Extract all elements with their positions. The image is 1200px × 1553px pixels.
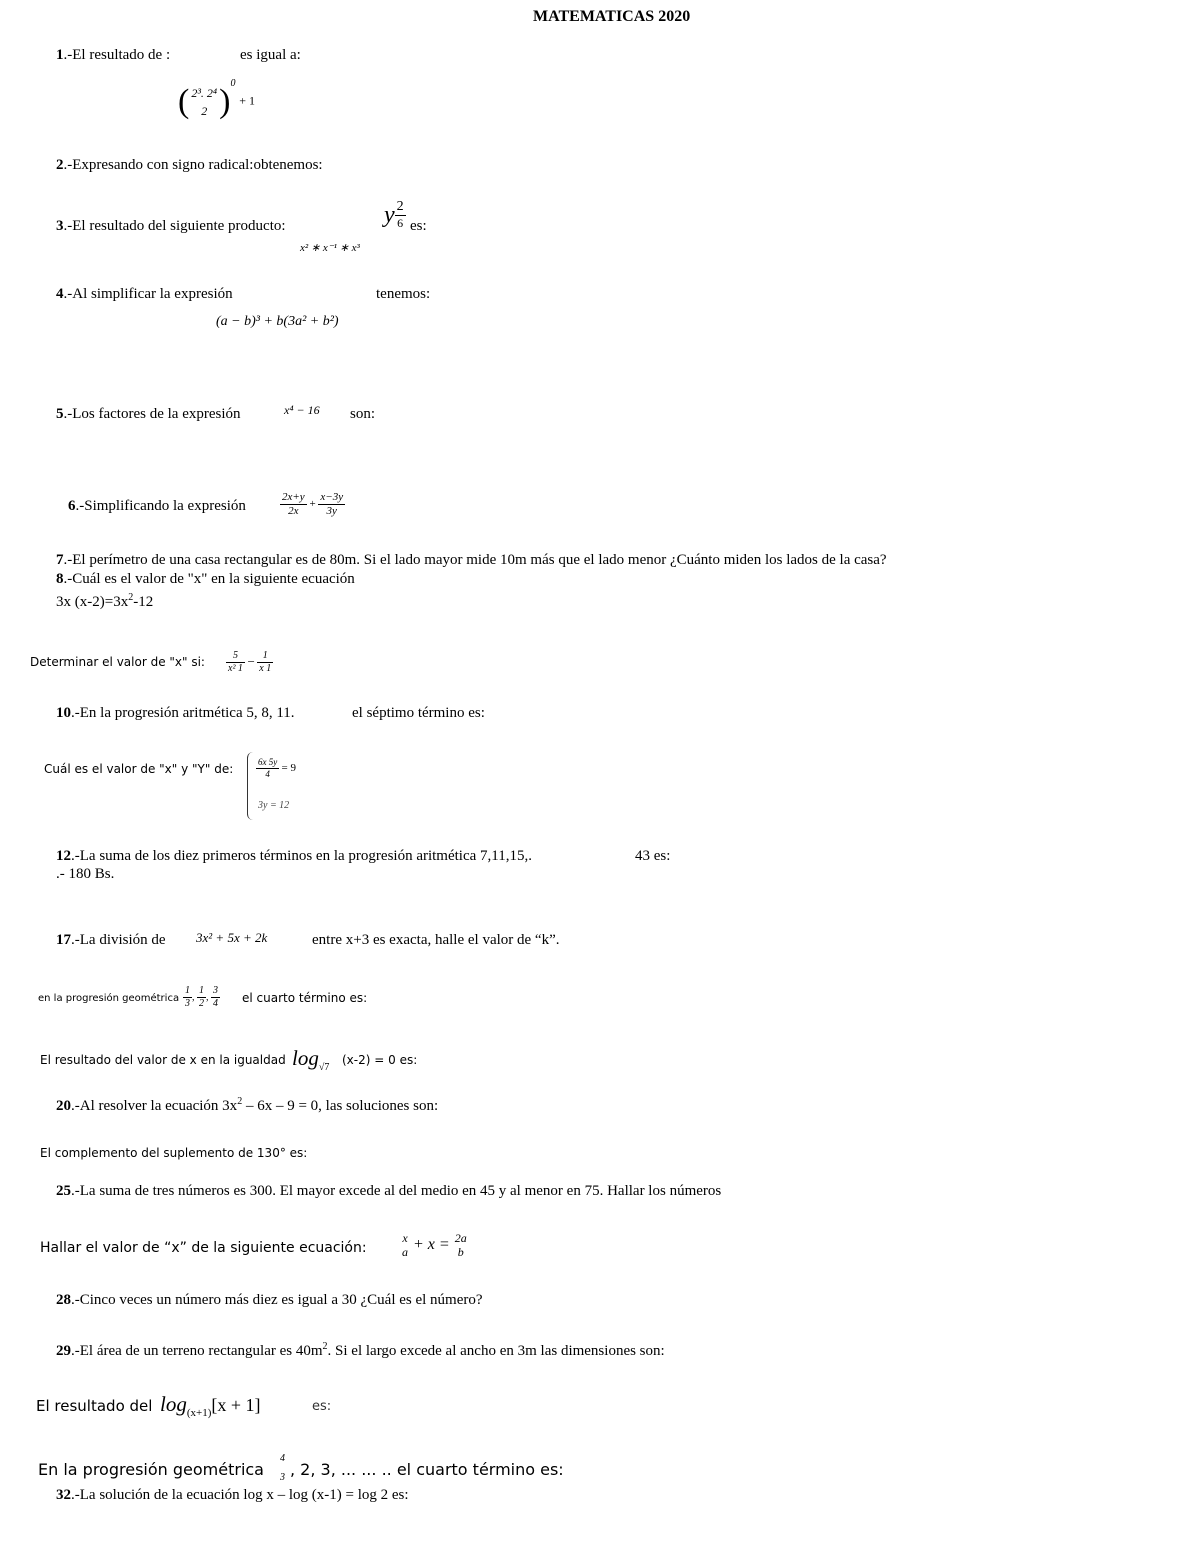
page-title: MATEMATICAS 2020 <box>533 8 691 25</box>
question-text: .-Simplificando la expresión <box>75 498 246 514</box>
question-30-log <box>160 1392 261 1420</box>
frac-1-numerator: 2x+y <box>282 491 305 503</box>
question-8 <box>56 571 355 588</box>
eq1-rhs: = 9 <box>281 762 296 775</box>
frac-1-denominator: x² 1 <box>228 663 243 674</box>
question-number: 29 <box>56 1343 71 1359</box>
question-text: .-Cinco veces un número más diez es igual a 30 ¿Cuál es el número? <box>71 1292 483 1308</box>
expr-tail: + 1 <box>239 93 255 108</box>
question-1 <box>56 47 170 64</box>
question-text-continued: – 6x – 9 = 0, las soluciones son: <box>242 1098 439 1114</box>
question-text: .-El área de un terreno rectangular es 40m <box>71 1343 323 1359</box>
question-17 <box>56 932 166 949</box>
question-26: Hallar el valor de “x” de la siguiente ecuación: <box>40 1240 367 1256</box>
question-text: .-La suma de tres números es 300. El mayor excede al del medio en 45 y al menor en 75. Hallar los números <box>71 1183 722 1199</box>
log-base: √7 <box>318 1062 330 1074</box>
frac-2-denominator: 2 <box>199 998 204 1009</box>
log-symbol: log <box>160 1392 187 1416</box>
frac-2-denominator: b <box>457 1245 464 1259</box>
question-29 <box>56 1341 665 1360</box>
question-19-log <box>292 1046 329 1074</box>
question-30-tail: es: <box>312 1399 332 1414</box>
question-number: 8 <box>56 571 64 587</box>
expr-base: y <box>384 202 395 228</box>
question-number: 3 <box>56 218 64 234</box>
system-equation-2: 3y = 12 <box>258 800 290 811</box>
frac-1-numerator: 1 <box>185 985 190 996</box>
question-number: 10 <box>56 705 71 721</box>
equation-exponent: 2 <box>128 592 134 603</box>
expr-denominator: 2 <box>201 103 208 118</box>
question-number: 6 <box>68 498 76 514</box>
log-argument: [x + 1] <box>211 1395 261 1415</box>
exp-denominator: 6 <box>397 216 404 230</box>
question-5 <box>56 406 241 423</box>
question-18: en la progresión geométrica <box>38 993 180 1004</box>
question-12-tail: 43 es: <box>635 848 671 864</box>
frac-2-numerator: x−3y <box>320 491 344 503</box>
question-19-tail: (x-2) = 0 es: <box>342 1053 418 1067</box>
question-10-tail: el séptimo término es: <box>352 705 485 721</box>
question-7 <box>56 552 887 569</box>
question-17-tail: entre x+3 es exacta, halle el valor de “k”. <box>312 932 560 948</box>
equation-middle: + x = <box>413 1235 450 1253</box>
system-brace <box>247 752 254 820</box>
question-3 <box>56 218 286 235</box>
question-28 <box>56 1292 483 1309</box>
question-2 <box>56 157 323 174</box>
question-number: 1 <box>56 47 64 63</box>
question-text: .-El resultado de : <box>63 47 171 63</box>
question-text: .-En la progresión aritmética 5, 8, 11. <box>71 705 295 721</box>
question-18-fractions: $\frac{1}{3}$ , $\frac{1}{2}$ , $\frac{3}{4}$ <box>185 985 218 1009</box>
log-symbol: log <box>292 1046 319 1070</box>
question-number: 4 <box>56 286 64 302</box>
question-text: .-La suma de los diez primeros términos en la progresión aritmética 7,11,15,. <box>71 848 532 864</box>
question-number: 32 <box>56 1487 71 1503</box>
equation-left: 3x (x-2)=3x <box>56 594 129 610</box>
question-number: 28 <box>56 1292 71 1308</box>
question-text: .-El perímetro de una casa rectangular es de 80m. Si el lado mayor mide 10m más que el lado menor ¿Cuánto miden los lados de la casa? <box>63 552 887 568</box>
frac-2-denominator: 3y <box>326 505 337 517</box>
question-4 <box>56 286 233 303</box>
question-3-tail: es: <box>410 218 427 234</box>
frac-denominator: 3 <box>280 1472 285 1483</box>
question-5-tail: son: <box>350 406 376 422</box>
operator: − <box>247 654 255 670</box>
question-21: El complemento del suplemento de 130° es: <box>40 1146 308 1160</box>
question-17-expression: 3x² + 5x + 2k <box>196 930 268 945</box>
question-text: .-La solución de la ecuación log x – log (x-1) = log 2 es: <box>71 1487 409 1503</box>
question-31: En la progresión geométrica <box>38 1460 264 1479</box>
expr-base: 2³. 2⁴ <box>191 85 218 100</box>
exp-numerator: 2 <box>396 199 404 214</box>
frac-1-denominator: 3 <box>185 998 190 1009</box>
question-5-expression: x⁴ − 16 <box>284 403 320 417</box>
question-text: .-Los factores de la expresión <box>63 406 241 422</box>
expr-exponent: 0 <box>230 78 236 89</box>
frac-1-denominator: a <box>402 1245 408 1259</box>
eq1-numerator: 6x 5y <box>258 757 278 767</box>
question-text: .-Al simplificar la expresión <box>63 286 233 302</box>
question-8-equation <box>56 592 153 611</box>
question-31-tail: , 2, 3, ... ... .. el cuarto término es: <box>290 1460 564 1479</box>
question-19: El resultado del valor de x en la igualdad <box>40 1053 286 1067</box>
frac-1-denominator: 2x <box>288 505 299 517</box>
question-number: 12 <box>56 848 71 864</box>
question-18-tail: el cuarto término es: <box>242 991 368 1005</box>
question-10 <box>56 705 295 722</box>
frac-2-numerator: 1 <box>199 985 204 996</box>
exponent: 2 <box>322 1341 328 1352</box>
question-4-tail: tenemos: <box>376 286 431 302</box>
frac-3-denominator: 4 <box>213 998 218 1009</box>
question-12-answer: .- 180 Bs. <box>56 866 115 882</box>
frac-1-numerator: 5 <box>226 651 245 663</box>
question-6-expression <box>280 492 345 517</box>
system-equation-1 <box>256 758 296 779</box>
frac-1-numerator: x <box>402 1231 408 1245</box>
question-1-expression: ( 2³. 2⁴ 2 )$^0$ + 1 <box>178 78 255 120</box>
question-11: Cuál es el valor de "x" y "Y" de: <box>44 762 234 776</box>
question-30: El resultado del <box>36 1397 153 1415</box>
question-number: 7 <box>56 552 64 568</box>
question-text-continued: . Si el largo excede al ancho en 3m las dimensiones son: <box>327 1343 665 1359</box>
question-4-expression: (a − b)³ + b(3a² + b²) <box>216 314 339 329</box>
question-number: 2 <box>56 157 64 173</box>
frac-2-numerator: 2a <box>454 1231 467 1245</box>
question-9-expression <box>226 651 273 674</box>
exponent: 2 <box>237 1096 243 1107</box>
question-25 <box>56 1183 721 1200</box>
question-3-power <box>384 199 406 230</box>
eq1-denominator: 4 <box>265 769 270 779</box>
question-text: .-Expresando con signo radical:obtenemos: <box>63 157 323 173</box>
frac-3-numerator: 3 <box>213 985 218 996</box>
frac-numerator: 4 <box>280 1453 285 1464</box>
question-26-equation <box>400 1232 469 1258</box>
question-text: .-El resultado del siguiente producto: <box>63 218 286 234</box>
question-20 <box>56 1096 438 1115</box>
question-32 <box>56 1487 409 1504</box>
question-12 <box>56 848 532 865</box>
question-number: 17 <box>56 932 71 948</box>
log-base: (x+1) <box>186 1407 212 1420</box>
operator: + <box>309 498 316 511</box>
question-number: 25 <box>56 1183 71 1199</box>
frac-2-numerator: 1 <box>257 651 273 663</box>
question-number: 5 <box>56 406 64 422</box>
question-text: .-Cuál es el valor de "x" en la siguiente ecuación <box>63 571 355 587</box>
question-31-fraction <box>278 1454 287 1483</box>
question-6 <box>68 498 246 515</box>
frac-2-denominator: x 1 <box>259 663 272 674</box>
equation-right: -12 <box>133 594 154 610</box>
question-3-product: x² ∗ x⁻¹ ∗ x³ <box>300 242 360 254</box>
question-text: .-La división de <box>71 932 166 948</box>
question-9: Determinar el valor de "x" si: <box>30 655 205 669</box>
question-number: 20 <box>56 1098 71 1114</box>
question-1-tail: es igual a: <box>240 47 301 63</box>
question-text: .-Al resolver la ecuación 3x <box>71 1098 238 1114</box>
